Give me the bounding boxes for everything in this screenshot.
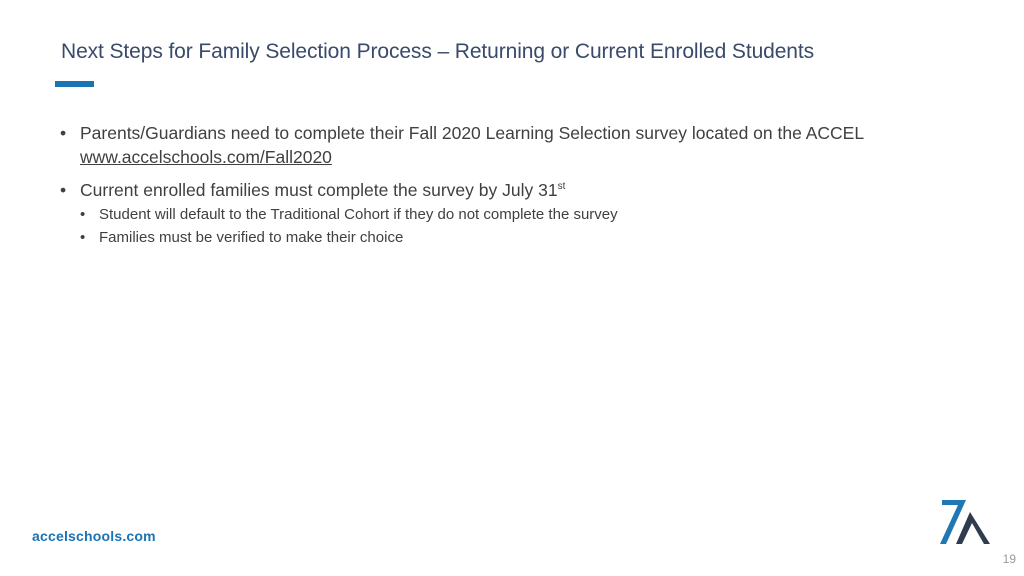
bullet-item-deadline <box>60 178 920 202</box>
logo-dark-stroke <box>956 512 990 544</box>
bullet-text-survey: Parents/Guardians need to complete their Fall 2020 Learning Selection survey located on the ACCEL <box>80 123 864 143</box>
bullet-text-deadline: Current enrolled families must complete the survey by July 31 <box>80 180 558 200</box>
page-number: 19 <box>1002 552 1016 566</box>
sub-bullet-text: Student will default to the Traditional Cohort if they do not complete the survey <box>99 206 618 223</box>
survey-link[interactable]: www.accelschools.com/Fall2020 <box>80 147 332 167</box>
bullet-dot: • <box>60 123 67 143</box>
sub-bullet-dot: • <box>80 229 86 246</box>
accel-logo-icon <box>936 498 994 546</box>
sub-bullet-item <box>80 203 920 226</box>
slide-title: Next Steps for Family Selection Process – Returning or Current Enrolled Students <box>61 40 815 63</box>
sub-bullet-list <box>80 203 920 249</box>
bullet-dot: • <box>60 180 67 200</box>
sub-bullet-dot: • <box>80 206 86 223</box>
sub-bullet-item <box>80 226 920 249</box>
bullet-item-survey <box>60 121 920 169</box>
sub-bullet-text: Families must be verified to make their choice <box>99 229 404 246</box>
footer-website: accelschools.com <box>32 528 156 544</box>
date-ordinal-suffix: st <box>557 181 566 193</box>
bullet-list <box>60 121 920 249</box>
title-accent-bar <box>55 81 94 87</box>
